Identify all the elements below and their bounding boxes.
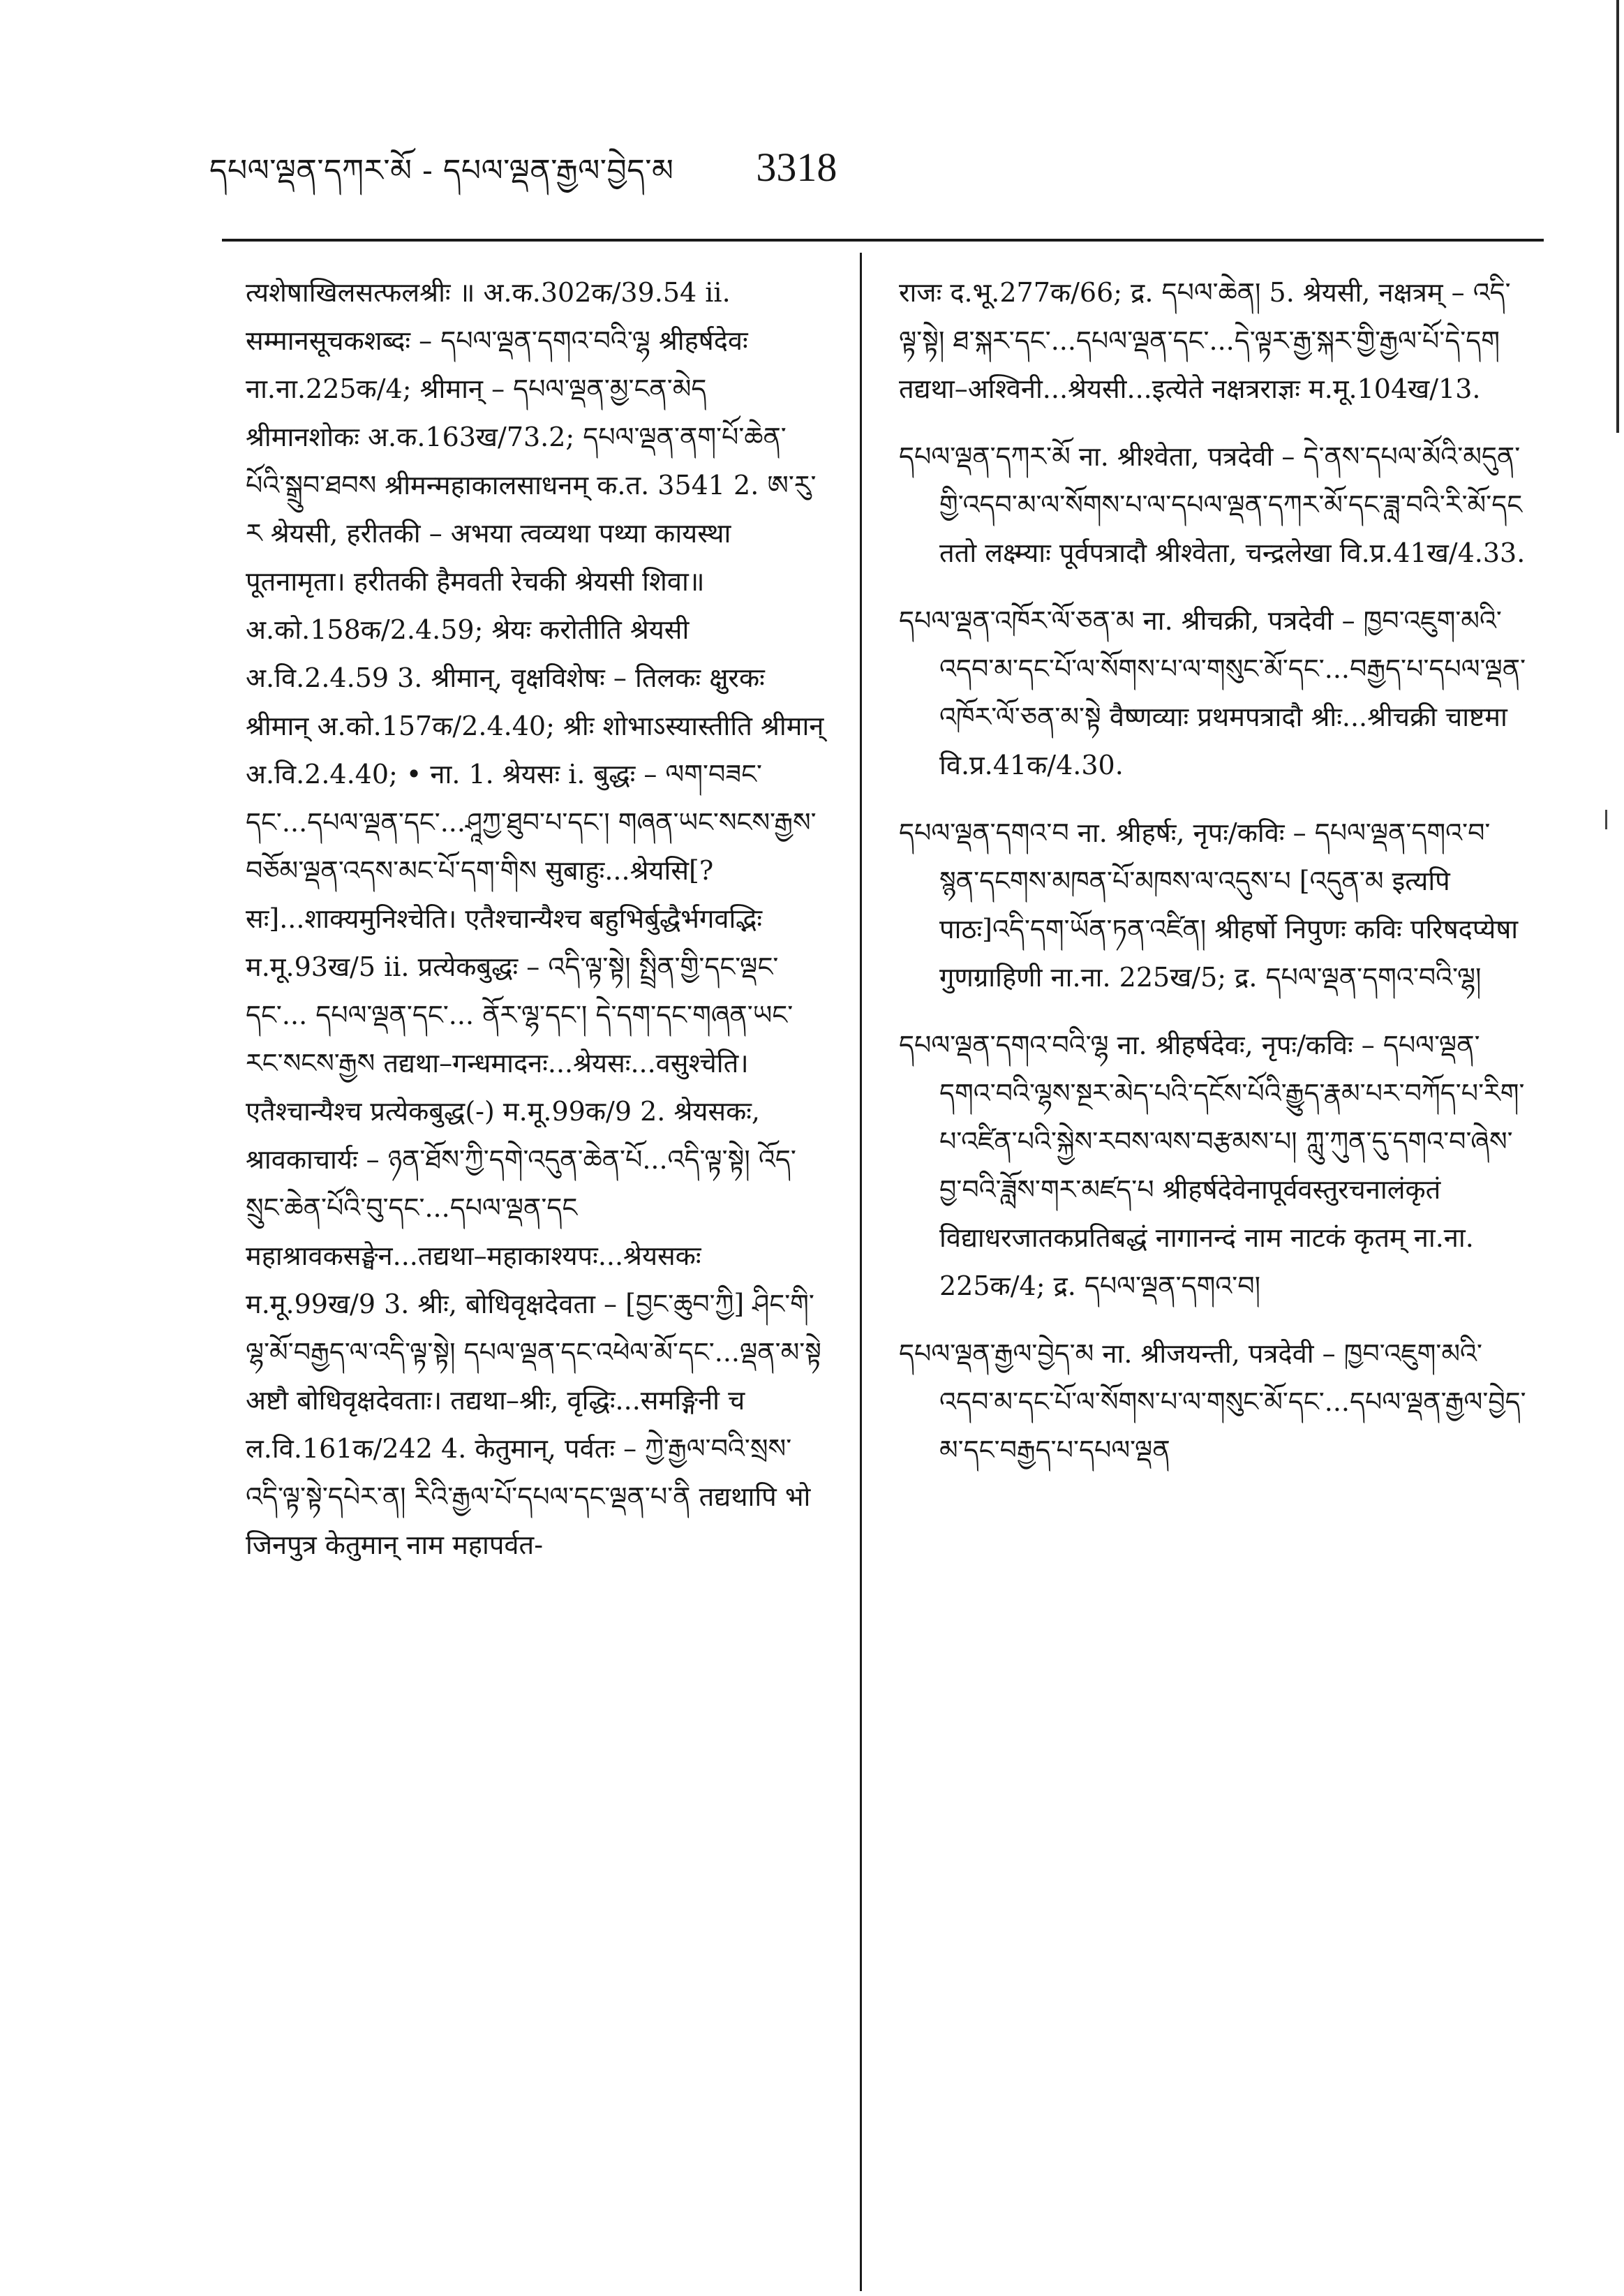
entry-shri-harsha: དཔལ་ལྡན་དགའ་བ ना. श्रीहर्षः, नृपः/कविः – དཔལ་ལྡན་དགའ་བ་སྙན་དངགས་མཁན་པོ་མཁས་ལ་འདུས་པ [འདུན་མ इत्यपि पाठः]འདི་དག་ཡོན་ཏན་འཛིན། श्रीहर्षो निपुणः कविः परिषदप्येषा गुणग्राहिणी ना.ना. 225ख/5; द्र. དཔལ་ལྡན་དགའ་བའི་ལྷ། [899, 817, 1519, 993]
entry-shri-jayanti: དཔལ་ལྡན་རྒྱལ་བྱེད་མ ना. श्रीजयन्ती, पत्रदेवी – ཁྱབ་འཇུག་མའི་འདབ་མ་དང་པོ་ལ་སོགས་པ་ལ་གསུང་མོ་དང་...དཔལ་ལྡན་རྒྱལ་བྱེད་མ་དང་བརྒྱད་པ་དཔལ་ལྡན [899, 1338, 1526, 1465]
running-header [209, 136, 837, 199]
right-column [899, 269, 1527, 1494]
entry-shri-shveta: དཔལ་ལྡན་དཀར་མོ ना. श्रीश्वेता, पत्रदेवी – དེ་ནས་དཔལ་མོའི་མདུན་གྱི་འདབ་མ་ལ་སོགས་པ་ལ་དཔལ་ལྡན་དཀར་མོ་དང་ཟླ་བའི་རི་མོ་དང ततो लक्ष्म्याः पूर्वपत्रादौ श्रीश्वेता, चन्द्रलेखा वि.प्र.41ख/4.33. [899, 441, 1526, 568]
column-divider [860, 253, 862, 2291]
left-column [246, 269, 825, 1569]
page-edge-line [1616, 0, 1619, 433]
entry-shri-chakri: དཔལ་ལྡན་འཁོར་ལོ་ཅན་མ ना. श्रीचक्री, पत्रदेवी – ཁྱབ་འཇུག་མའི་འདབ་མ་དང་པོ་ལ་སོགས་པ་ལ་གསུང་མོ་དང་...བརྒྱད་པ་དཔལ་ལྡན་འཁོར་ལོ་ཅན་མ་སྟེ वैष्णव्याः प्रथमपत्रादौ श्रीः...श्रीचक्री चाष्टमा वि.प्र.41क/4.30. [899, 605, 1526, 780]
header-rule [222, 239, 1544, 242]
header-entry-range: དཔལ་ལྡན་དཀར་མོ - དཔལ་ལྡན་རྒྱལ་བྱེད་མ [209, 153, 674, 188]
left-column-text: त्यशेषाखिलसत्फलश्रीः ॥ अ.क.302क/39.54 ii. सम्मानसूचकशब्दः – དཔལ་ལྡན་དགའ་བའི་ལྷ श्रीहर्षदेवः ना.ना.225क/4; श्रीमान् – དཔལ་ལྡན་མྱ་ངན་མེད श्रीमानशोकः अ.क.163ख/73.2; དཔལ་ལྡན་ནག་པོ་ཆེན་པོའི་སྒྲུབ་ཐབས श्रीमन्महाकालसाधनम् क.त. 3541 2. ཨ་རུ་ར श्रेयसी, हरीतकी – अभया त्वव्यथा पथ्या कायस्था पूतनामृता। हरीतकी हैमवती रेचकी श्रेयसी शिवा॥ अ.को.158क/2.4.59; श्रेयः करोतीति श्रेयसी अ.वि.2.4.59 3. श्रीमान्, वृक्षविशेषः – तिलकः क्षुरकः श्रीमान् अ.को.157क/2.4.40; श्रीः शोभाऽस्यास्तीति श्रीमान् अ.वि.2.4.40; • ना. 1. श्रेयसः i. बुद्धः – ལག་བཟང་དང་...དཔལ་ལྡན་དང་...ཤཱཀྱ་ཐུབ་པ་དང་། གཞན་ཡང་སངས་རྒྱས་བཅོམ་ལྡན་འདས་མང་པོ་དག་གིས सुबाहुः...श्रेयसि[?सः]...शाक्यमुनिश्चेति। एतैश्चान्यैश्च बहुभिर्बुद्धैर्भगवद्भिः म.मू.93ख/5 ii. प्रत्येकबुद्धः – འདི་ལྟ་སྟེ། སྤྲིན་གྱི་དང་ལྡང་དང་... དཔལ་ལྡན་དང་... ནོར་ལྷ་དང་། དེ་དག་དང་གཞན་ཡང་རང་སངས་རྒྱས तद्यथा–गन्धमादनः...श्रेयसः...वसुश्चेति। एतैश्चान्यैश्च प्रत्येकबुद्ध(-) म.मू.99क/9 2. श्रेयसकः, श्रावकाचार्यः – ཉན་ཐོས་ཀྱི་དགེ་འདུན་ཆེན་པོ...འདི་ལྟ་སྟེ། འོད་སྲུང་ཆེན་པོའི་བུ་དང་...དཔལ་ལྡན་དང महाश्रावकसङ्घेन...तद्यथा–महाकाश्यपः...श्रेयसकः म.मू.99ख/9 3. श्रीः, बोधिवृक्षदेवता – [བྱང་ཆུབ་ཀྱི] ཤིང་གི་ལྷ་མོ་བརྒྱད་ལ་འདི་ལྟ་སྟེ། དཔལ་ལྡན་དང་འཕེལ་མོ་དང་...ལྡན་མ་སྟེ अष्टौ बोधिवृक्षदेवताः। तद्यथा–श्रीः, वृद्धिः...समङ्गिनी च ल.वि.161क/242 4. केतुमान्, पर्वतः – ཀྱེ་རྒྱལ་བའི་སྲས་འདི་ལྟ་སྟེ་དཔེར་ན། རིའི་རྒྱལ་པོ་དཔལ་དང་ལྡན་པ་ནི तद्यथापि भो जिनपुत्र केतुमान् नाम महापर्वत- [246, 277, 824, 1560]
page-number: 3318 [756, 145, 837, 190]
entry-continuation: राजः द.भू.277क/66; द्र. དཔལ་ཆེན། 5. श्रेयसी, नक्षत्रम् – འདི་ལྟ་སྟེ། ཐ་སྐར་དང་...དཔལ་ལྡན་དང་...དེ་ལྟར་རྒྱ་སྐར་གྱི་རྒྱལ་པོ་དེ་དག तद्यथा–अश्विनी...श्रेयसी...इत्येते नक्षत्रराज्ञः म.मू.104ख/13. [899, 277, 1511, 404]
entry-shri-harshadeva: དཔལ་ལྡན་དགའ་བའི་ལྷ ना. श्रीहर्षदेवः, नृपः/कविः – དཔལ་ལྡན་དགའ་བའི་ལྷས་སྔར་མེད་པའི་དངོས་པོའི་རྒྱུད་རྣམ་པར་བཀོད་པ་རིག་པ་འཛིན་པའི་སྐྱེས་རབས་ལས་བརྩམས་པ། ཀླུ་ཀུན་དུ་དགའ་བ་ཞེས་བྱ་བའི་ཟློས་གར་མཛད་པ श्रीहर्षदेवेनापूर्ववस्तुरचनालंकृतं विद्याधरजातकप्रतिबद्धं नागानन्दं नाम नाटकं कृतम् ना.ना. 225क/4; द्र. དཔལ་ལྡན་དགའ་བ། [899, 1030, 1525, 1301]
page-edge-mark [1605, 810, 1607, 829]
